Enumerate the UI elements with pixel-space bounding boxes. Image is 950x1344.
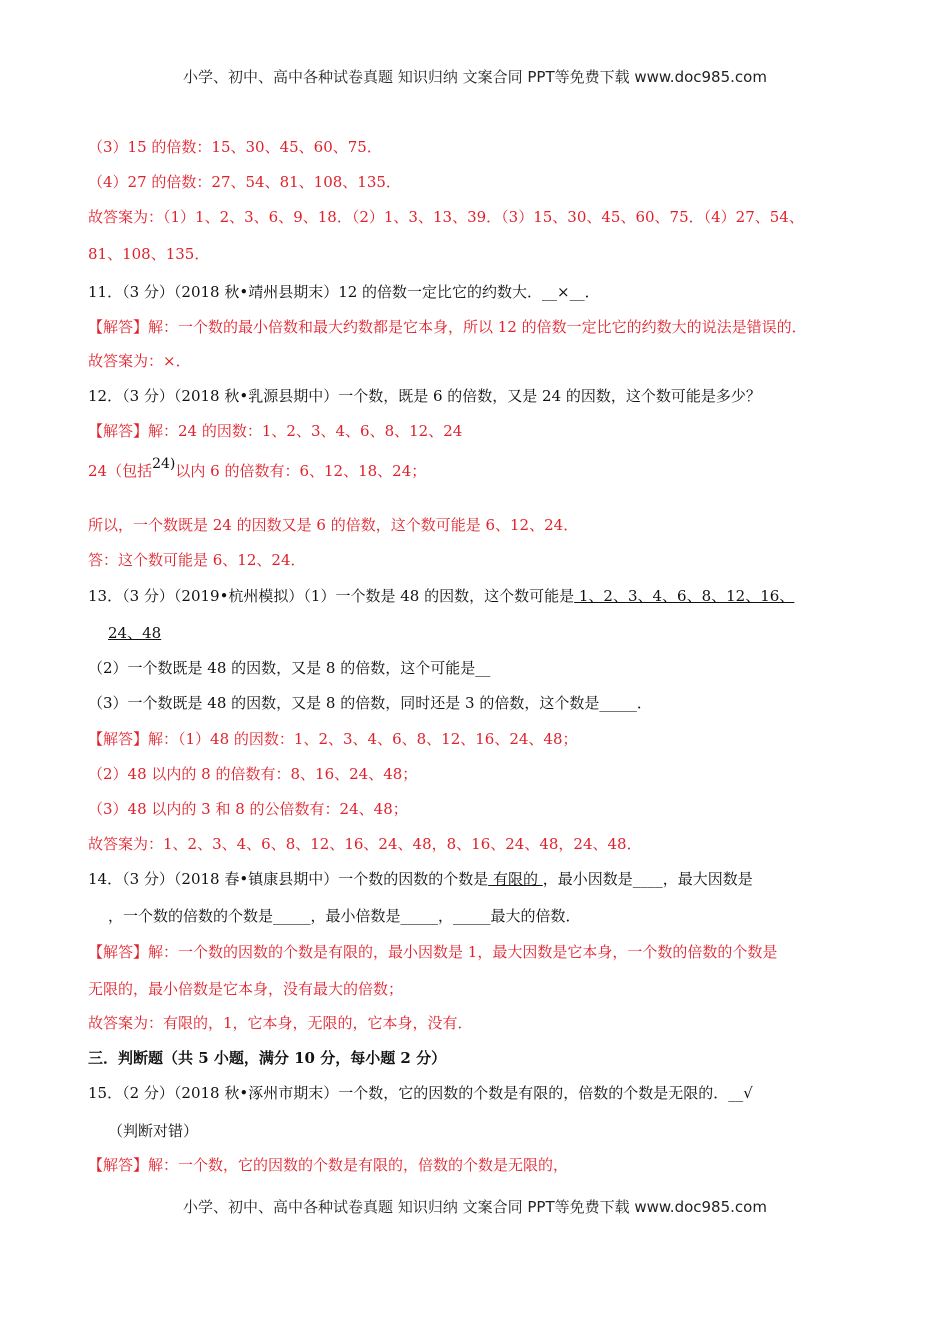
q11-stem: 11．（3 分）（2018 秋•靖州县期末）12 的倍数一定比它的约数大． — [88, 283, 543, 301]
answer-line-3: （3）15 的倍数：15、30、45、60、75． — [88, 138, 382, 156]
answer-14-result: 故答案为：有限的，1，它本身，无限的，它本身，没有． — [88, 1014, 473, 1032]
q14-rest: ，最小因数是____，最大因数是 — [542, 870, 753, 888]
question-11 — [88, 282, 600, 302]
question-15 — [88, 1083, 753, 1103]
a12-pre: 24（包括 — [88, 462, 153, 480]
question-15-hint: （判断对错） — [108, 1122, 199, 1140]
a12-post: 以内 6 的倍数有：6、12、18、24； — [175, 462, 427, 480]
question-14 — [88, 869, 753, 889]
q13-stem: 13．（3 分）（2019•杭州模拟）（1）一个数是 48 的因数，这个数可能是 — [88, 587, 575, 605]
answer-12-multiples — [88, 456, 427, 482]
answer-line-4: （4）27 的倍数：27、54、81、108、135． — [88, 173, 401, 191]
answer-14-b: 无限的，最小倍数是它本身，没有最大的倍数； — [88, 980, 404, 998]
q13-blank: 1、2、3、4、6、8、12、16、 — [574, 587, 795, 605]
answer-14-a: 【解答】解：一个数的因数的个数是有限的，最小因数是 1，最大因数是它本身，一个数的倍数的个数是 — [88, 943, 778, 961]
question-14-cont: ，一个数的倍数的个数是_____，最小倍数是_____，_____最大的倍数． — [108, 907, 581, 925]
answer-13-part2: （2）48 以内的 8 的倍数有：8、16、24、48； — [88, 765, 418, 783]
answer-11: 【解答】解：一个数的最小倍数和最大约数都是它本身，所以 12 的倍数一定比它的约数大的说法是错误的． — [88, 318, 807, 336]
answer-13-part1: 【解答】解：（1）48 的因数：1、2、3、4、6、8、12、16、24、48； — [88, 730, 578, 748]
question-13-blank-cont — [108, 623, 161, 643]
q11-end: ． — [584, 283, 600, 301]
page-header: 小学、初中、高中各种试卷真题 知识归纳 文案合同 PPT等免费下载 www.doc985.com — [183, 68, 767, 86]
question-13-part2: （2）一个数既是 48 的因数，又是 8 的倍数，这个可能是__ — [88, 659, 491, 677]
answer-11-result: 故答案为：×． — [88, 352, 191, 370]
section-3-heading: 三．判断题（共 5 小题，满分 10 分，每小题 2 分） — [88, 1049, 447, 1067]
q15-blank: __√ — [728, 1084, 753, 1102]
answer-12-reply: 答：这个数可能是 6、12、24． — [88, 551, 306, 569]
q14-blank: 有限的 — [488, 870, 543, 888]
answer-13-result: 故答案为：1、2、3、4、6、8、12、16、24、48，8、16、24、48，24、48． — [88, 835, 642, 853]
answer-summary: 故答案为：（1）1、2、3、6、9、18．（2）1、3、13、39．（3）15、30、45、60、75．（4）27、54、 — [88, 208, 804, 226]
page-footer: 小学、初中、高中各种试卷真题 知识归纳 文案合同 PPT等免费下载 www.doc985.com — [183, 1198, 767, 1216]
answer-12-factors: 【解答】解：24 的因数：1、2、3、4、6、8、12、24 — [88, 422, 463, 440]
question-13 — [88, 586, 794, 606]
question-13-part3: （3）一个数既是 48 的因数，又是 8 的倍数，同时还是 3 的倍数，这个数是_____． — [88, 694, 652, 712]
a12-sup: 24) — [152, 456, 176, 472]
question-12: 12．（3 分）（2018 秋•乳源县期中）一个数，既是 6 的倍数，又是 24 的因数，这个数可能是多少？ — [88, 387, 761, 405]
answer-13-part3: （3）48 以内的 3 和 8 的公倍数有：24、48； — [88, 800, 408, 818]
answer-summary-cont: 81、108、135． — [88, 245, 210, 263]
answer-12-conclusion: 所以，一个数既是 24 的因数又是 6 的倍数，这个数可能是 6、12、24． — [88, 516, 579, 534]
answer-15: 【解答】解：一个数，它的因数的个数是有限的，倍数的个数是无限的， — [88, 1156, 569, 1174]
q15-stem: 15．（2 分）（2018 秋•涿州市期末）一个数，它的因数的个数是有限的，倍数的个数是无限的． — [88, 1084, 729, 1102]
q14-stem: 14．（3 分）（2018 春•镇康县期中）一个数的因数的个数是 — [88, 870, 489, 888]
q13-blank2: 24、48 — [108, 624, 162, 642]
q11-blank: __×__ — [542, 283, 585, 301]
